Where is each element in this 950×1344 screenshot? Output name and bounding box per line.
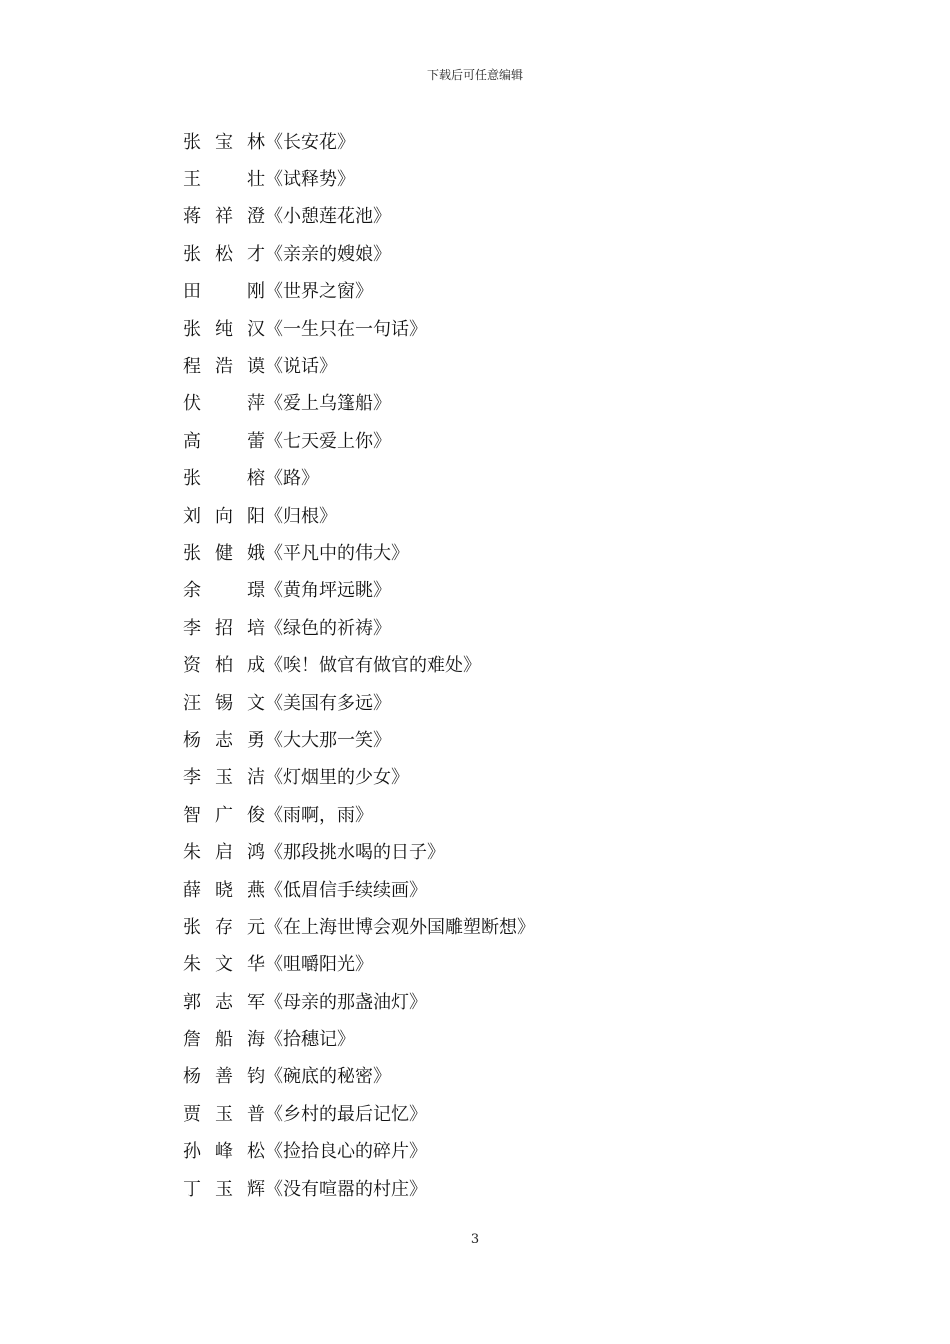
list-item [183,272,535,309]
entry-title: 《灯烟里的少女》 [265,767,409,789]
entry-title: 《小憩莲花池》 [265,206,391,228]
page-number: 3 [470,1232,480,1247]
entry-author: 李玉洁 [183,767,265,789]
list-item [183,870,535,907]
entry-author: 汪锡文 [183,692,265,714]
entry-title: 《绿色的祈祷》 [265,617,391,639]
entry-title: 《在上海世博会观外国雕塑断想》 [265,916,535,938]
entry-author: 杨志勇 [183,729,265,751]
entry-title: 《七天爱上你》 [265,430,391,452]
entry-author: 高 蕾 [183,430,265,452]
entry-title: 《一生只在一句话》 [265,318,427,340]
entry-title: 《世界之窗》 [265,281,373,303]
list-item [183,421,535,458]
list-item [183,645,535,682]
list-item [183,945,535,982]
entry-title: 《美国有多远》 [265,692,391,714]
entry-author: 张松才 [183,243,265,265]
list-item [183,907,535,944]
entry-title: 《没有喧嚣的村庄》 [265,1178,427,1200]
entry-author: 孙峰松 [183,1141,265,1163]
entry-title: 《大大那一笑》 [265,729,391,751]
list-item [183,234,535,271]
list-item [183,982,535,1019]
entry-title: 《母亲的那盏油灯》 [265,991,427,1013]
entry-title: 《碗底的秘密》 [265,1066,391,1088]
entry-title: 《捡拾良心的碎片》 [265,1141,427,1163]
entry-author: 杨善钧 [183,1066,265,1088]
entry-title: 《试释势》 [265,169,355,191]
list-item [183,720,535,757]
entry-title: 《乡村的最后记忆》 [265,1103,427,1125]
entry-author: 贾玉普 [183,1103,265,1125]
entry-author: 程浩谟 [183,356,265,378]
entry-author: 余 璟 [183,580,265,602]
entry-title: 《黄角坪远眺》 [265,580,391,602]
entry-author: 朱启鸿 [183,842,265,864]
entry-author: 资柏成 [183,655,265,677]
list-item [183,795,535,832]
list-item [183,459,535,496]
entry-author: 伏 萍 [183,393,265,415]
entry-author: 智广俊 [183,804,265,826]
list-item [183,832,535,869]
entry-title: 《长安花》 [265,131,355,153]
list-item [183,384,535,421]
entry-author: 张健娥 [183,542,265,564]
list-item [183,608,535,645]
list-item [183,758,535,795]
entry-author: 薛晓燕 [183,879,265,901]
list-item [183,1132,535,1169]
list-item [183,1019,535,1056]
list-item [183,122,535,159]
entry-title: 《唉！做官有做官的难处》 [265,655,481,677]
entry-title: 《爱上乌篷船》 [265,393,391,415]
list-item [183,1057,535,1094]
list-item [183,496,535,533]
entry-title: 《说话》 [265,356,337,378]
entry-author: 李招培 [183,617,265,639]
entry-author: 丁玉辉 [183,1178,265,1200]
list-item [183,683,535,720]
entry-title: 《归根》 [265,505,337,527]
entry-title: 《平凡中的伟大》 [265,542,409,564]
entry-author: 刘向阳 [183,505,265,527]
entry-title: 《那段挑水喝的日子》 [265,842,445,864]
list-item [183,346,535,383]
entry-author: 张纯汉 [183,318,265,340]
list-item [183,159,535,196]
list-item [183,309,535,346]
entry-author: 张 榕 [183,468,265,490]
entry-title: 《低眉信手续续画》 [265,879,427,901]
list-item [183,1094,535,1131]
entry-list [183,122,535,1206]
entry-author: 张存元 [183,916,265,938]
entry-author: 郭志军 [183,991,265,1013]
entry-author: 张宝林 [183,131,265,153]
entry-author: 詹船海 [183,1029,265,1051]
page-header: 下载后可任意编辑 [426,68,523,82]
entry-title: 《拾穗记》 [265,1029,355,1051]
entry-title: 《路》 [265,468,319,490]
entry-author: 蒋祥澄 [183,206,265,228]
list-item [183,1169,535,1206]
entry-title: 《雨啊，雨》 [265,804,373,826]
entry-author: 王 壮 [183,169,265,191]
list-item [183,533,535,570]
entry-title: 《亲亲的嫂娘》 [265,243,391,265]
entry-title: 《咀嚼阳光》 [265,954,373,976]
entry-author: 朱文华 [183,954,265,976]
list-item [183,197,535,234]
list-item [183,571,535,608]
entry-author: 田 刚 [183,281,265,303]
